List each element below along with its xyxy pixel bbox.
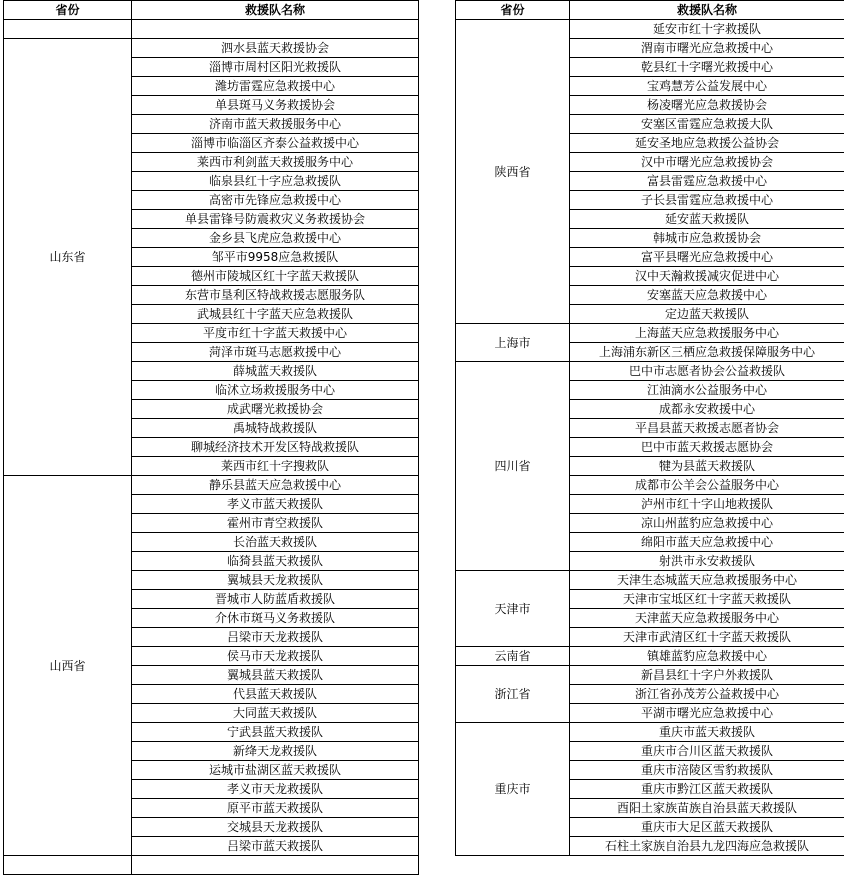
table-row xyxy=(4,20,419,39)
team-name-cell: 平昌县蓝天救援志愿者协会 xyxy=(570,419,844,438)
team-name-cell: 代县蓝天救援队 xyxy=(132,685,419,704)
team-name-cell: 巴中市志愿者协会公益救援队 xyxy=(570,362,844,381)
team-name-cell: 原平市蓝天救援队 xyxy=(132,799,419,818)
team-name-cell: 渭南市曙光应急救援中心 xyxy=(570,39,844,58)
team-name-cell: 泗水县蓝天救援协会 xyxy=(132,39,419,58)
team-name-cell: 单县雷锋号防震救灾义务救援协会 xyxy=(132,210,419,229)
team-name-cell: 翼城县蓝天救援队 xyxy=(132,666,419,685)
team-name-cell: 犍为县蓝天救援队 xyxy=(570,457,844,476)
team-name-cell: 东营市垦利区特战救援志愿服务队 xyxy=(132,286,419,305)
team-name-cell: 杨凌曙光应急救援协会 xyxy=(570,96,844,115)
province-cell: 山西省 xyxy=(4,476,132,856)
province-cell: 上海市 xyxy=(456,324,570,362)
team-name-cell: 孝义市天龙救援队 xyxy=(132,780,419,799)
team-name-cell: 凉山州蓝豹应急救援中心 xyxy=(570,514,844,533)
team-name-cell: 吕梁市天龙救援队 xyxy=(132,628,419,647)
team-name-cell: 安塞蓝天应急救援中心 xyxy=(570,286,844,305)
team-name-cell: 晋城市人防蓝盾救援队 xyxy=(132,590,419,609)
team-name-cell: 浙江省孙茂芳公益救援中心 xyxy=(570,685,844,704)
team-name-cell: 重庆市大足区蓝天救援队 xyxy=(570,818,844,837)
team-name-cell: 子长县雷霆应急救援中心 xyxy=(570,191,844,210)
team-header: 救援队名称 xyxy=(570,1,844,20)
team-name-cell: 成都市公羊会公益服务中心 xyxy=(570,476,844,495)
table-row xyxy=(4,856,419,875)
team-name-cell: 临沭立场救援服务中心 xyxy=(132,381,419,400)
team-name-cell: 侯马市天龙救援队 xyxy=(132,647,419,666)
team-name-cell: 镇雄蓝豹应急救援中心 xyxy=(570,647,844,666)
table-row xyxy=(456,20,844,39)
team-name-cell: 交城县天龙救援队 xyxy=(132,818,419,837)
province-cell: 重庆市 xyxy=(456,723,570,856)
team-name-cell: 大同蓝天救援队 xyxy=(132,704,419,723)
province-cell: 四川省 xyxy=(456,362,570,571)
province-cell: 山东省 xyxy=(4,39,132,476)
team-name-cell: 静乐县蓝天应急救援中心 xyxy=(132,476,419,495)
team-name-cell: 薛城蓝天救援队 xyxy=(132,362,419,381)
team-name-cell: 禹城特战救援队 xyxy=(132,419,419,438)
team-name-cell: 聊城经济技术开发区特战救援队 xyxy=(132,438,419,457)
team-name-cell xyxy=(132,20,419,39)
table-row xyxy=(456,324,844,343)
team-name-cell: 莱西市利剑蓝天救援服务中心 xyxy=(132,153,419,172)
team-name-cell: 淄博市周村区阳光救援队 xyxy=(132,58,419,77)
team-name-cell: 介休市斑马义务救援队 xyxy=(132,609,419,628)
team-name-cell: 菏泽市斑马志愿救援中心 xyxy=(132,343,419,362)
team-name-cell: 武城县红十字蓝天应急救援队 xyxy=(132,305,419,324)
team-name-cell: 绵阳市蓝天应急救援中心 xyxy=(570,533,844,552)
team-name-cell: 成武曙光救援协会 xyxy=(132,400,419,419)
team-name-cell: 吕梁市蓝天救援队 xyxy=(132,837,419,856)
team-name-cell: 延安蓝天救援队 xyxy=(570,210,844,229)
team-name-cell: 上海浦东新区三栖应急救援保障服务中心 xyxy=(570,343,844,362)
team-name-cell: 定边蓝天救援队 xyxy=(570,305,844,324)
team-name-cell: 长治蓝天救援队 xyxy=(132,533,419,552)
team-name-cell: 天津市宝坻区红十字蓝天救援队 xyxy=(570,590,844,609)
team-name-cell: 石柱土家族自治县九龙四海应急救援队 xyxy=(570,837,844,856)
team-name-cell: 安塞区雷霆应急救援大队 xyxy=(570,115,844,134)
team-name-cell: 平湖市曙光应急救援中心 xyxy=(570,704,844,723)
table-row xyxy=(456,647,844,666)
table-row xyxy=(456,666,844,685)
team-name-cell: 江油滴水公益服务中心 xyxy=(570,381,844,400)
team-name-cell: 平度市红十字蓝天救援中心 xyxy=(132,324,419,343)
province-cell: 陕西省 xyxy=(456,20,570,324)
team-name-cell: 天津市武清区红十字蓝天救援队 xyxy=(570,628,844,647)
team-name-cell: 运城市盐湖区蓝天救援队 xyxy=(132,761,419,780)
table-row xyxy=(4,476,419,495)
table-row xyxy=(456,723,844,742)
team-name-cell: 莱西市红十字搜救队 xyxy=(132,457,419,476)
team-name-cell: 延安圣地应急救援公益协会 xyxy=(570,134,844,153)
province-cell: 浙江省 xyxy=(456,666,570,723)
province-cell: 天津市 xyxy=(456,571,570,647)
team-name-cell: 乾县红十字曙光救援中心 xyxy=(570,58,844,77)
team-name-cell: 翼城县天龙救援队 xyxy=(132,571,419,590)
team-name-cell: 射洪市永安救援队 xyxy=(570,552,844,571)
team-header: 救援队名称 xyxy=(132,1,419,20)
header-row xyxy=(456,1,844,20)
team-name-cell: 成都永安救援中心 xyxy=(570,400,844,419)
team-name-cell: 德州市陵城区红十字蓝天救援队 xyxy=(132,267,419,286)
team-name-cell: 临猗县蓝天救援队 xyxy=(132,552,419,571)
team-name-cell: 重庆市涪陵区雪豹救援队 xyxy=(570,761,844,780)
team-name-cell: 新昌县红十字户外救援队 xyxy=(570,666,844,685)
table-row xyxy=(456,362,844,381)
province-cell xyxy=(4,856,132,875)
province-header: 省份 xyxy=(4,1,132,20)
team-name-cell: 富平县曙光应急救援中心 xyxy=(570,248,844,267)
team-name-cell: 宝鸡慧芳公益发展中心 xyxy=(570,77,844,96)
province-cell xyxy=(4,20,132,39)
team-name-cell: 孝义市蓝天救援队 xyxy=(132,495,419,514)
team-name-cell: 韩城市应急救援协会 xyxy=(570,229,844,248)
team-name-cell: 上海蓝天应急救援服务中心 xyxy=(570,324,844,343)
team-name-cell: 宁武县蓝天救援队 xyxy=(132,723,419,742)
team-name-cell: 济南市蓝天救援服务中心 xyxy=(132,115,419,134)
team-name-cell: 潍坊雷霆应急救援中心 xyxy=(132,77,419,96)
team-name-cell: 临泉县红十字应急救援队 xyxy=(132,172,419,191)
team-name-cell: 单县斑马义务救援协会 xyxy=(132,96,419,115)
team-name-cell: 高密市先锋应急救援中心 xyxy=(132,191,419,210)
team-name-cell: 富县雷霆应急救援中心 xyxy=(570,172,844,191)
team-name-cell: 巴中市蓝天救援志愿协会 xyxy=(570,438,844,457)
team-name-cell: 泸州市红十字山地救援队 xyxy=(570,495,844,514)
team-name-cell: 天津蓝天应急救援服务中心 xyxy=(570,609,844,628)
right-rescue-table xyxy=(455,0,844,856)
team-name-cell: 淄博市临淄区齐泰公益救援中心 xyxy=(132,134,419,153)
team-name-cell xyxy=(132,856,419,875)
team-name-cell: 霍州市青空救援队 xyxy=(132,514,419,533)
table-row xyxy=(4,39,419,58)
province-header: 省份 xyxy=(456,1,570,20)
team-name-cell: 新绛天龙救援队 xyxy=(132,742,419,761)
team-name-cell: 酉阳土家族苗族自治县蓝天救援队 xyxy=(570,799,844,818)
team-name-cell: 金乡县飞虎应急救援中心 xyxy=(132,229,419,248)
team-name-cell: 重庆市黔江区蓝天救援队 xyxy=(570,780,844,799)
team-name-cell: 汉中市曙光应急救援协会 xyxy=(570,153,844,172)
team-name-cell: 延安市红十字救援队 xyxy=(570,20,844,39)
left-rescue-table xyxy=(3,0,419,875)
team-name-cell: 汉中天瀚救援减灾促进中心 xyxy=(570,267,844,286)
header-row xyxy=(4,1,419,20)
province-cell: 云南省 xyxy=(456,647,570,666)
team-name-cell: 天津生态城蓝天应急救援服务中心 xyxy=(570,571,844,590)
team-name-cell: 重庆市蓝天救援队 xyxy=(570,723,844,742)
team-name-cell: 重庆市合川区蓝天救援队 xyxy=(570,742,844,761)
table-row xyxy=(456,571,844,590)
team-name-cell: 邹平市9958应急救援队 xyxy=(132,248,419,267)
